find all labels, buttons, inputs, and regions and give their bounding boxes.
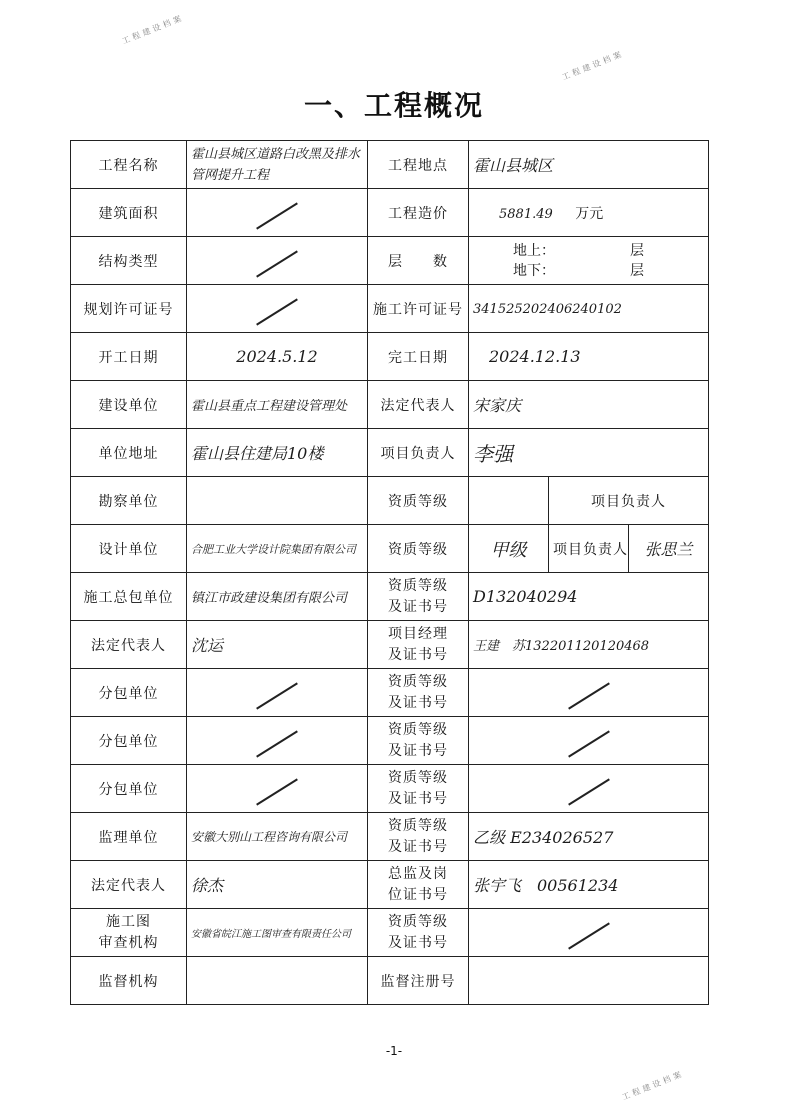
survey-qualification-label: 资质等级 <box>368 477 469 525</box>
project-name-value: 霍山县城区道路白改黑及排水管网提升工程 <box>191 146 361 183</box>
oversight-label: 监督机构 <box>71 957 187 1005</box>
project-overview-table <box>70 140 709 1005</box>
cost-unit: 万元 <box>575 205 604 222</box>
floor-area-label: 建筑面积 <box>71 189 187 237</box>
row-supervision <box>71 813 709 861</box>
address-label: 单位地址 <box>71 429 187 477</box>
sub-qual-label-1: 资质等级 <box>388 721 448 738</box>
start-date-value: 2024.5.12 <box>236 347 318 366</box>
review-qual-label-2: 及证书号 <box>388 934 448 951</box>
design-pm-label: 项目负责人 <box>549 525 629 573</box>
row-oversight <box>71 957 709 1005</box>
sub-qual-label-1: 资质等级 <box>388 769 448 786</box>
gc-label: 施工总包单位 <box>71 573 187 621</box>
above-floor-unit: 层 <box>630 242 644 259</box>
address-value: 霍山县住建局10楼 <box>191 444 324 463</box>
row-dates <box>71 333 709 381</box>
owner-legal-rep-label: 法定代表人 <box>368 381 469 429</box>
start-date-label: 开工日期 <box>71 333 187 381</box>
row-project-name <box>71 141 709 189</box>
chief-value: 张宇飞 00561234 <box>473 876 619 895</box>
location-label: 工程地点 <box>368 141 469 189</box>
sup-qual-label-2: 及证书号 <box>388 838 448 855</box>
review-unit-value: 安徽省皖江施工图审查有限责任公司 <box>191 928 351 940</box>
sub-label: 分包单位 <box>71 717 187 765</box>
manager-label-1: 项目经理 <box>388 625 448 642</box>
survey-label: 勘察单位 <box>71 477 187 525</box>
below-floor-unit: 层 <box>630 262 644 279</box>
row-design <box>71 525 709 573</box>
blank-slash <box>568 730 610 757</box>
owner-value: 霍山县重点工程建设管理处 <box>191 399 348 414</box>
owner-pm-label: 项目负责人 <box>368 429 469 477</box>
survey-pm-label: 项目负责人 <box>549 477 709 525</box>
design-grade-value: 甲级 <box>490 539 527 561</box>
blank-slash <box>256 730 298 757</box>
review-qual-label-1: 资质等级 <box>388 913 448 930</box>
blank-slash <box>256 298 298 325</box>
sup-qual-label-1: 资质等级 <box>388 817 448 834</box>
design-pm-value: 张思兰 <box>644 540 693 559</box>
above-ground-label: 地上： <box>513 242 555 259</box>
gc-qual-label-1: 资质等级 <box>388 577 448 594</box>
design-label: 设计单位 <box>71 525 187 573</box>
supervision-unit-value: 安徽大别山工程咨询有限公司 <box>191 830 348 844</box>
review-label-2: 审查机构 <box>98 934 159 951</box>
end-date-value: 2024.12.13 <box>489 347 581 366</box>
gc-cert-value: D132040294 <box>473 587 578 606</box>
owner-label: 建设单位 <box>71 381 187 429</box>
chief-label-1: 总监及岗 <box>388 865 448 882</box>
row-sub-1 <box>71 669 709 717</box>
blank-slash <box>568 778 610 805</box>
design-unit-value: 合肥工业大学设计院集团有限公司 <box>191 542 356 556</box>
blank-slash <box>256 778 298 805</box>
floors-label: 层 数 <box>368 237 469 285</box>
cost-label: 工程造价 <box>368 189 469 237</box>
gc-legal-label: 法定代表人 <box>71 621 187 669</box>
row-area-cost <box>71 189 709 237</box>
sup-legal-label: 法定代表人 <box>71 861 187 909</box>
gc-manager-value: 王建 苏132201120120468 <box>473 639 650 654</box>
watermark: 工程建设档案 <box>560 48 626 83</box>
manager-label-2: 及证书号 <box>388 646 448 663</box>
blank-slash <box>568 922 610 949</box>
sub-label: 分包单位 <box>71 669 187 717</box>
page-number: -1- <box>385 1044 403 1058</box>
oversight-reg-label: 监督注册号 <box>368 957 469 1005</box>
sub-qual-label-2: 及证书号 <box>388 694 448 711</box>
construct-permit-value: 341525202406240102 <box>473 301 622 317</box>
row-sup-legal <box>71 861 709 909</box>
blank-slash <box>256 250 298 277</box>
project-name-label: 工程名称 <box>71 141 187 189</box>
row-general-contractor <box>71 573 709 621</box>
row-structure-floors <box>71 237 709 285</box>
row-sub-3 <box>71 765 709 813</box>
gc-legal-rep-value: 沈运 <box>191 636 224 655</box>
sub-qual-label-2: 及证书号 <box>388 742 448 759</box>
sub-qual-label-1: 资质等级 <box>388 673 448 690</box>
row-sub-2 <box>71 717 709 765</box>
plan-permit-label: 规划许可证号 <box>71 285 187 333</box>
row-survey <box>71 477 709 525</box>
row-permits <box>71 285 709 333</box>
watermark: 工程建设档案 <box>120 12 186 47</box>
owner-legal-rep-value: 宋家庆 <box>473 396 522 415</box>
sub-qual-label-2: 及证书号 <box>388 790 448 807</box>
row-review <box>71 909 709 957</box>
supervision-label: 监理单位 <box>71 813 187 861</box>
blank-slash <box>256 202 298 229</box>
design-qualification-label: 资质等级 <box>368 525 469 573</box>
sup-legal-rep-value: 徐杰 <box>191 876 224 895</box>
supervision-cert-value: 乙级 E234026527 <box>473 828 614 847</box>
row-gc-legal <box>71 621 709 669</box>
construct-permit-label: 施工许可证号 <box>368 285 469 333</box>
watermark: 工程建设档案 <box>620 1068 686 1103</box>
gc-qual-label-2: 及证书号 <box>388 598 448 615</box>
review-label-1: 施工图 <box>106 913 151 930</box>
below-ground-label: 地下： <box>513 262 555 279</box>
blank-slash <box>256 682 298 709</box>
blank-slash <box>568 682 610 709</box>
page-title: 一、工程概况 <box>303 89 484 122</box>
chief-label-2: 位证书号 <box>388 886 448 903</box>
cost-value: 5881.49 <box>499 206 553 222</box>
row-owner <box>71 381 709 429</box>
end-date-label: 完工日期 <box>368 333 469 381</box>
row-address <box>71 429 709 477</box>
sub-label: 分包单位 <box>71 765 187 813</box>
structure-label: 结构类型 <box>71 237 187 285</box>
location-value: 霍山县城区 <box>473 156 554 175</box>
owner-pm-value: 李强 <box>473 442 513 466</box>
gc-unit-value: 镇江市政建设集团有限公司 <box>191 591 348 606</box>
